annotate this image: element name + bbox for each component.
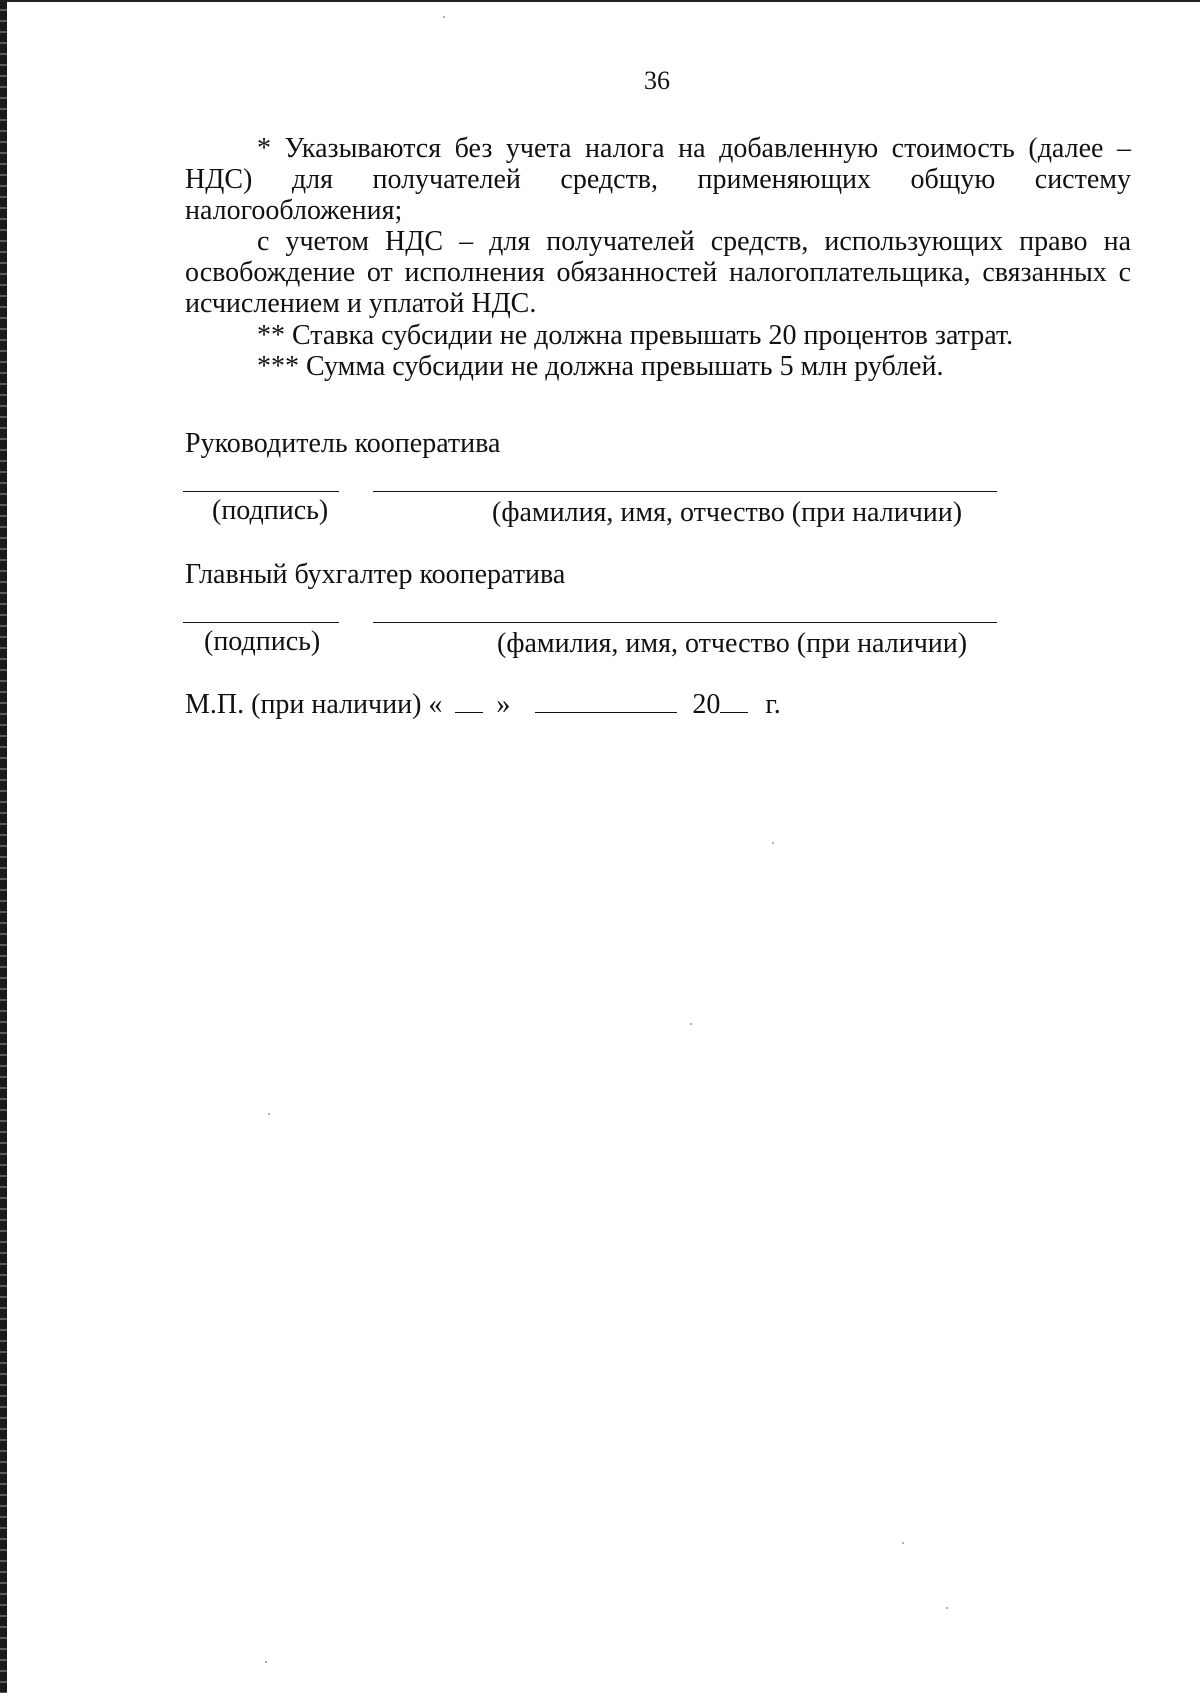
scan-speck xyxy=(443,16,445,18)
name-line-accountant[interactable] xyxy=(373,622,997,623)
year-suffix: г. xyxy=(765,689,781,720)
signature-line-head[interactable] xyxy=(183,491,339,492)
name-caption-accountant: (фамилия, имя, отчество (при наличии) xyxy=(497,628,968,659)
footnote-subsidy-amount: *** Сумма субсидии не должна превышать 5 млн рублей. xyxy=(257,351,944,382)
signature-caption-head: (подпись) xyxy=(212,495,329,526)
month-blank[interactable] xyxy=(535,690,677,713)
scan-speck xyxy=(268,1113,270,1115)
footnote-subsidy-rate: ** Ставка субсидии не должна превышать 20 процентов затрат. xyxy=(257,320,1014,351)
quote-close: » xyxy=(496,689,511,720)
year-prefix: 20 xyxy=(692,689,721,720)
scan-top-edge xyxy=(0,0,1200,2)
year-blank[interactable] xyxy=(720,690,748,713)
footnote-vat-exclusion: * Указываются без учета налога на добавленную стоимость (далее – НДС) для получателей средств, применяющих общую систему налогообложения; xyxy=(185,133,1131,226)
signature-line-accountant[interactable] xyxy=(183,622,339,623)
page-number: 36 xyxy=(644,66,670,95)
scan-speck xyxy=(946,1607,948,1609)
footnote-vat-inclusion: с учетом НДС – для получателей средств, использующих право на освобождение от исполнения обязанностей налогоплательщика, связанных с исчислением и уплатой НДС. xyxy=(185,226,1131,319)
role-chief-accountant: Главный бухгалтер кооператива xyxy=(185,559,566,590)
scan-edge-artifact xyxy=(0,0,7,1693)
name-caption-head: (фамилия, имя, отчество (при наличии) xyxy=(492,497,963,528)
scan-speck xyxy=(265,1661,267,1663)
signature-caption-accountant: (подпись) xyxy=(204,626,321,657)
scan-speck xyxy=(902,1542,904,1544)
stamp-label: М.П. (при наличии) « xyxy=(185,689,443,720)
footnotes-block xyxy=(185,133,1131,382)
scan-speck xyxy=(690,1023,692,1025)
day-blank[interactable] xyxy=(455,690,483,713)
role-head-of-cooperative: Руководитель кооператива xyxy=(185,428,501,459)
stamp-date-line xyxy=(185,689,781,721)
name-line-head[interactable] xyxy=(373,491,997,492)
scan-speck xyxy=(772,842,774,844)
